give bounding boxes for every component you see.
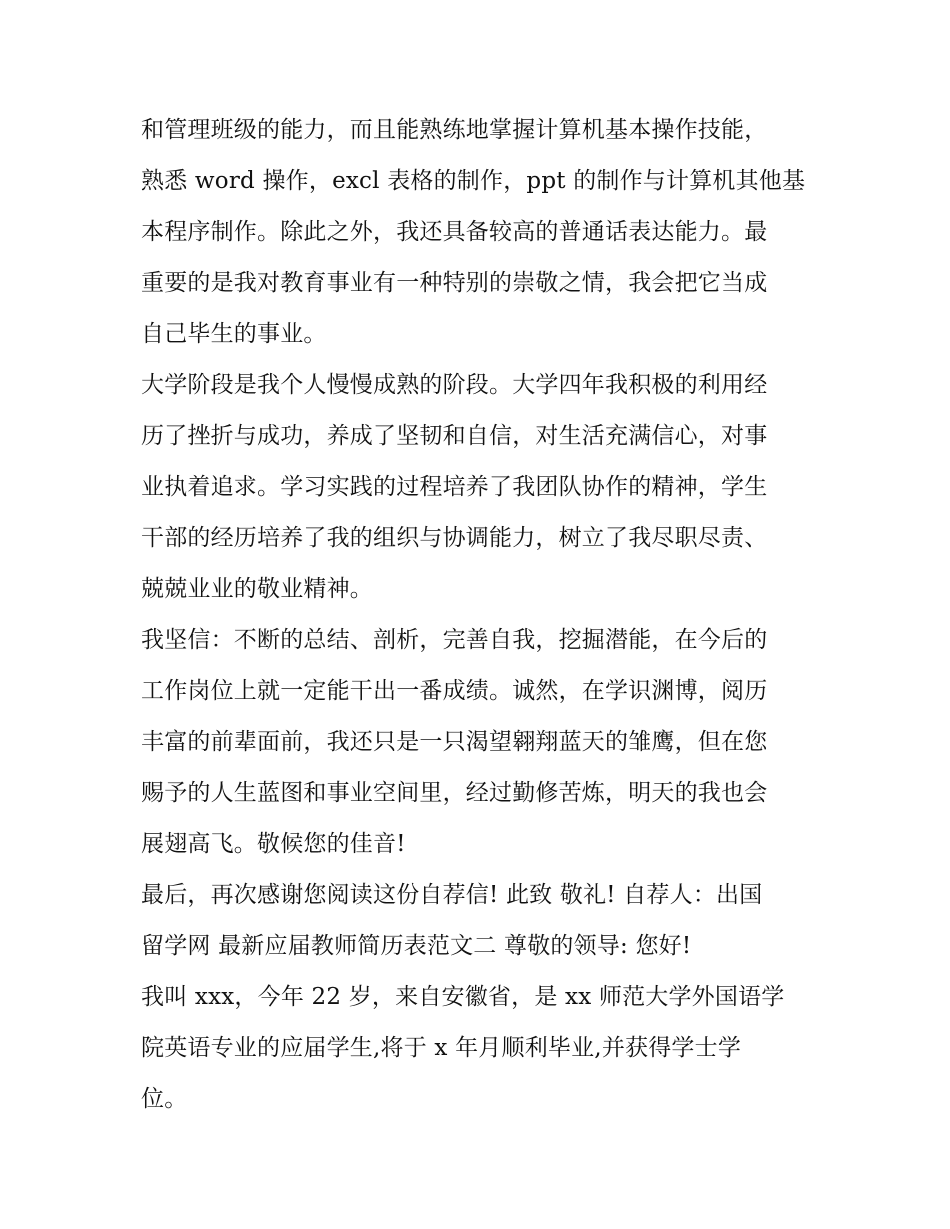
text-line: 我叫 xxx，今年 22 岁，来自安徽省，是 xx 师范大学外国语学 [141, 984, 785, 1010]
text-line: 历了挫折与成功，养成了坚韧和自信，对生活充满信心，对事 [141, 423, 768, 449]
text-line: 和管理班级的能力，而且能熟练地掌握计算机基本操作技能， [141, 117, 768, 143]
text-line: 最后，再次感谢您阅读这份自荐信! 此致 敬礼! 自荐人：出国 [141, 882, 763, 908]
text-line: 重要的是我对教育事业有一种特别的崇敬之情，我会把它当成 [141, 270, 768, 296]
text-line: 我坚信：不断的总结、剖析，完善自我，挖掘潜能，在今后的 [141, 627, 768, 653]
text-line: 留学网 最新应届教师简历表范文二 尊敬的领导: 您好! [141, 933, 692, 959]
text-line: 自己毕生的事业。 [141, 321, 327, 347]
text-line: 院英语专业的应届学生,将于 x 年月顺利毕业,并获得学士学 [141, 1035, 742, 1061]
text-line: 兢兢业业的敬业精神。 [141, 576, 373, 602]
text-line: 丰富的前辈面前，我还只是一只渴望翱翔蓝天的雏鹰，但在您 [141, 729, 768, 755]
text-line: 本程序制作。除此之外，我还具备较高的普通话表达能力。最 [141, 219, 768, 245]
text-line: 工作岗位上就一定能干出一番成绩。诚然，在学识渊博，阅历 [141, 678, 768, 704]
text-line: 大学阶段是我个人慢慢成熟的阶段。大学四年我积极的利用经 [141, 372, 768, 398]
text-line: 赐予的人生蓝图和事业空间里，经过勤修苦炼，明天的我也会 [141, 780, 768, 806]
text-line: 展翅高飞。敬候您的佳音! [141, 831, 406, 857]
text-line: 干部的经历培养了我的组织与协调能力，树立了我尽职尽责、 [141, 525, 768, 551]
document-body [141, 105, 821, 1125]
text-line: 业执着追求。学习实践的过程培养了我团队协作的精神，学生 [141, 474, 768, 500]
text-line: 熟悉 word 操作，excl 表格的制作，ppt 的制作与计算机其他基 [141, 168, 806, 194]
text-line: 位。 [141, 1086, 188, 1112]
